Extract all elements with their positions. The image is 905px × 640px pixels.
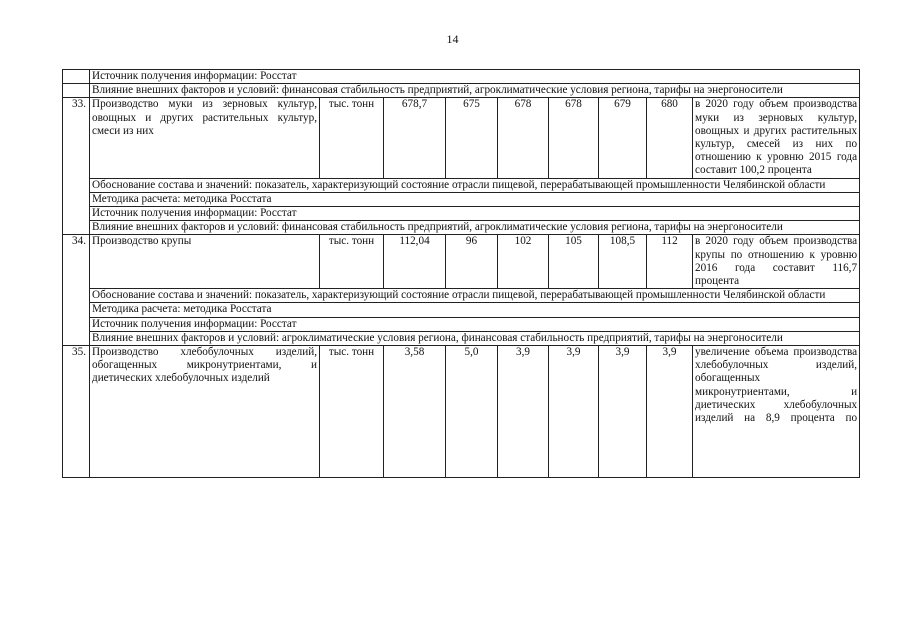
indicator-row-33 bbox=[63, 98, 860, 178]
value-cell: 678 bbox=[549, 98, 599, 178]
value-cell: 3,9 bbox=[647, 346, 693, 478]
external-factors-cell: Влияние внешних факторов и условий: агроклиматические условия региона, финансовая стабильность предприятий, тарифы на энергоносители bbox=[90, 331, 860, 345]
row-number-cell bbox=[63, 70, 90, 84]
value-cell: 112,04 bbox=[384, 235, 446, 289]
indicator-unit: тыс. тонн bbox=[320, 346, 384, 478]
indicator-unit: тыс. тонн bbox=[320, 98, 384, 178]
row-number-cell bbox=[63, 84, 90, 98]
table-row bbox=[63, 221, 860, 235]
rationale-cell: Обоснование состава и значений: показатель, характеризующий состояние отрасли пищевой, перерабатывающей промышленности Челябинской области bbox=[90, 289, 860, 303]
indicator-number: 33. bbox=[63, 98, 90, 235]
indicator-note-text: увеличение объема производства хлебобулочных изделий, обогащенных микронутриентами, и диетических хлебобулочных изделий на 8,9 процента по bbox=[695, 346, 858, 425]
value-cell: 3,9 bbox=[549, 346, 599, 478]
value-cell: 3,58 bbox=[384, 346, 446, 478]
value-cell: 3,9 bbox=[498, 346, 549, 478]
external-factors-cell: Влияние внешних факторов и условий: финансовая стабильность предприятий, агроклиматические условия региона, тарифы на энергоносители bbox=[90, 221, 860, 235]
indicator-number: 35. bbox=[63, 346, 90, 478]
external-factors-cell: Влияние внешних факторов и условий: финансовая стабильность предприятий, агроклиматические условия региона, тарифы на энергоносители bbox=[90, 84, 860, 98]
indicator-note: в 2020 году объем производства муки из зерновых культур, овощных и других растительных культур, смесей из них по отношению к уровню 2015 года составит 100,2 процента bbox=[693, 98, 860, 178]
table-row bbox=[63, 331, 860, 345]
page-number: 14 bbox=[446, 32, 459, 46]
value-cell: 108,5 bbox=[599, 235, 647, 289]
value-cell: 680 bbox=[647, 98, 693, 178]
table-row bbox=[63, 303, 860, 317]
indicator-row-34 bbox=[63, 235, 860, 289]
table-row bbox=[63, 289, 860, 303]
indicator-row-35 bbox=[63, 346, 860, 478]
table-row bbox=[63, 317, 860, 331]
value-cell: 675 bbox=[446, 98, 498, 178]
methodology-cell: Методика расчета: методика Росстата bbox=[90, 303, 860, 317]
table-row bbox=[63, 207, 860, 221]
methodology-cell: Методика расчета: методика Росстата bbox=[90, 192, 860, 206]
source-info-cell: Источник получения информации: Росстат bbox=[90, 70, 860, 84]
source-info-cell: Источник получения информации: Росстат bbox=[90, 207, 860, 221]
table-row bbox=[63, 192, 860, 206]
table-row bbox=[63, 178, 860, 192]
table-row bbox=[63, 84, 860, 98]
value-cell: 112 bbox=[647, 235, 693, 289]
indicator-note bbox=[693, 346, 860, 478]
indicator-name: Производство хлебобулочных изделий, обогащенных микронутриентами, и диетических хлебобулочных изделий bbox=[90, 346, 320, 478]
value-cell: 102 bbox=[498, 235, 549, 289]
source-info-cell: Источник получения информации: Росстат bbox=[90, 317, 860, 331]
indicator-name: Производство крупы bbox=[90, 235, 320, 289]
indicator-name: Производство муки из зерновых культур, овощных и других растительных культур, смеси из них bbox=[90, 98, 320, 178]
value-cell: 679 bbox=[599, 98, 647, 178]
value-cell: 678 bbox=[498, 98, 549, 178]
value-cell: 105 bbox=[549, 235, 599, 289]
value-cell: 5,0 bbox=[446, 346, 498, 478]
value-cell: 678,7 bbox=[384, 98, 446, 178]
indicator-note: в 2020 году объем производства крупы по отношению к уровню 2016 года составит 116,7 процента bbox=[693, 235, 860, 289]
table-row bbox=[63, 70, 860, 84]
value-cell: 96 bbox=[446, 235, 498, 289]
indicators-table bbox=[62, 69, 860, 478]
rationale-cell: Обоснование состава и значений: показатель, характеризующий состояние отрасли пищевой, перерабатывающей промышленности Челябинской области bbox=[90, 178, 860, 192]
value-cell: 3,9 bbox=[599, 346, 647, 478]
indicator-number: 34. bbox=[63, 235, 90, 346]
indicator-unit: тыс. тонн bbox=[320, 235, 384, 289]
